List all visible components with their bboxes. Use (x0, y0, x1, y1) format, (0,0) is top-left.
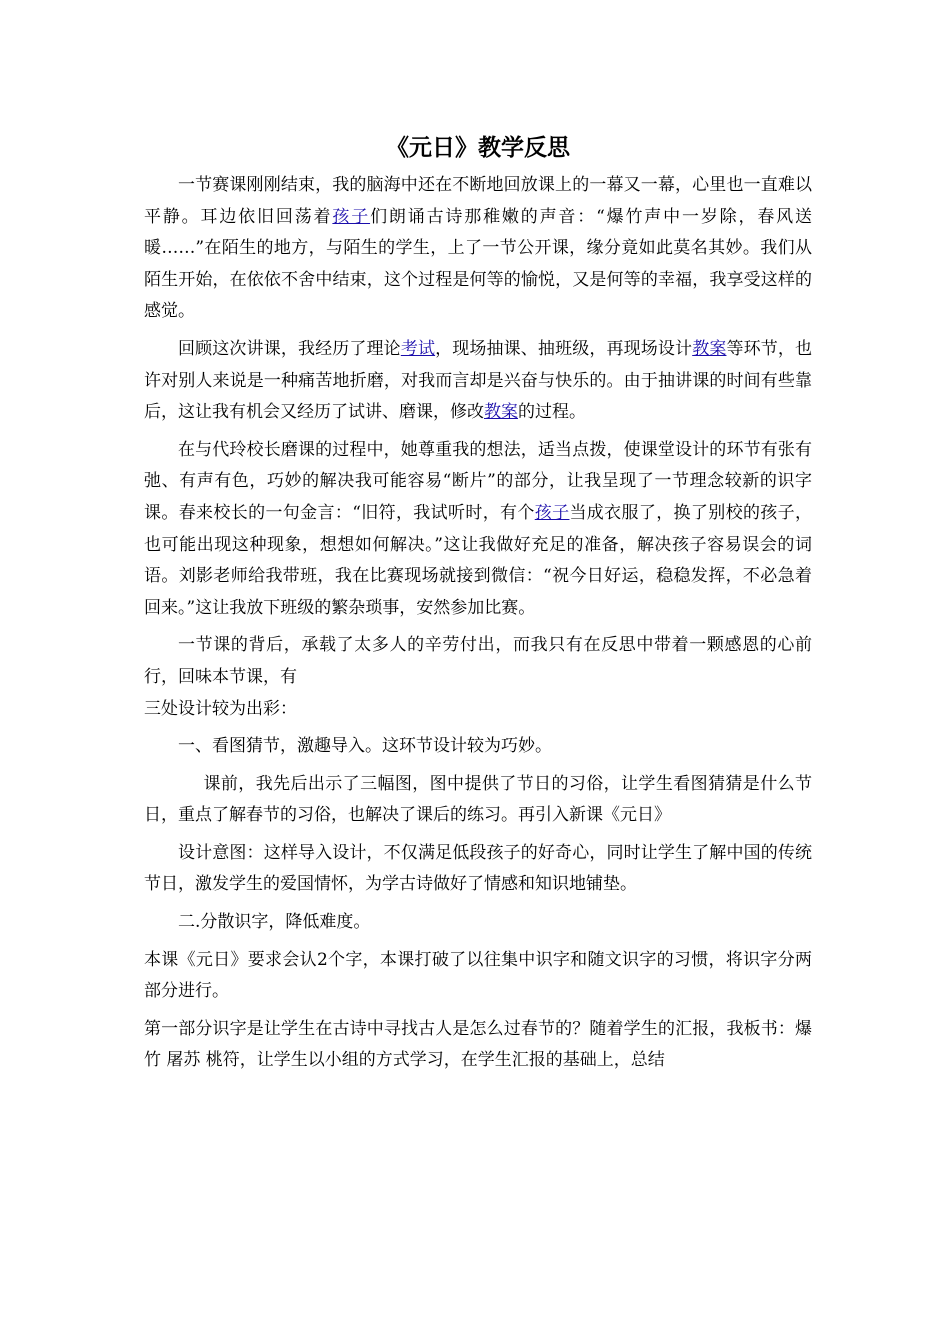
paragraph-2 (144, 334, 812, 429)
page-title: 《元日》教学反思 (386, 135, 570, 161)
paragraph-text: 在与代玲校长磨课的过程中，她尊重我的想法，适当点拨，使课堂设计的环节有张有弛、有声有色，巧妙的解决我可能容易“断片”的部分，让我呈现了一节理念较新的识字课。春来校长的一句金言：“旧符，我试听时，有个 (144, 439, 812, 523)
paragraph-1 (144, 170, 812, 328)
paragraph-7: 课前，我先后出示了三幅图，图中提供了节日的习俗，让学生看图猜猜是什么节日，重点了解春节的习俗，也解决了课后的练习。再引入新课《元日》 (144, 773, 812, 826)
link-child[interactable]: 孩子 (534, 502, 570, 523)
paragraph-text: 等环节，也许对别人来说是一种痛苦地折磨，对我而言却是兴奋与快乐的。由于抽讲课的时间有些靠后，这让我有机会又经历了试讲、磨课，修改 (144, 338, 813, 423)
link-lesson-plan[interactable]: 教案 (484, 402, 518, 423)
link-lesson-plan[interactable]: 教案 (692, 338, 727, 359)
paragraph-text: 当成衣服了，换了别校的孩子，也可能出现这种现象，想想如何解决。”这让我做好充足的准备，解决孩子容易误会的词语。刘影老师给我带班，我在比赛现场就接到微信：“祝今日好运，稳稳发挥，不必急着回来。”这让我放下班级的繁杂琐事，安然参加比赛。 (144, 502, 813, 618)
paragraph-5: 三处设计较为出彩： (144, 698, 297, 719)
paragraph-8: 设计意图：这样导入设计，不仅满足低段孩子的好奇心，同时让学生了解中国的传统节日，激发学生的爱国情怀，为学古诗做好了情感和知识地铺垫。 (144, 842, 812, 895)
paragraph-text: 们朗诵古诗那稚嫩的声音：“爆竹声中一岁除，春风送暖……”在陌生的地方，与陌生的学生，上了一节公开课，缘分竟如此莫名其妙。我们从陌生开始，在依依不舍中结束，这个过程是何等的愉悦，又是何等的幸福，我享受这样的感觉。 (144, 206, 813, 322)
paragraph-text: ，现场抽课、抽班级，再现场设计 (435, 338, 693, 359)
paragraph-3 (144, 435, 812, 625)
section-heading-2: 二.分散识字，降低难度。 (178, 912, 371, 933)
paragraph-text: 回顾这次讲课，我经历了理论 (178, 338, 401, 359)
document-page (144, 128, 812, 1083)
section-heading-1: 一、看图猜节，激趣导入。这环节设计较为巧妙。 (178, 736, 552, 757)
paragraph-10: 本课《元日》要求会认2个字，本课打破了以往集中识字和随文识字的习惯，将识字分两部分进行。 (144, 949, 812, 1002)
paragraph-11: 第一部分识字是让学生在古诗中寻找古人是怎么过春节的？随着学生的汇报，我板书：爆竹 屠苏 桃符，让学生以小组的方式学习，在学生汇报的基础上，总结 (144, 1018, 812, 1071)
link-exam[interactable]: 考试 (400, 338, 436, 359)
paragraph-4: 一节课的背后，承载了太多人的辛劳付出，而我只有在反思中带着一颗感恩的心前行，回味本节课，有 (144, 635, 812, 687)
paragraph-text: 的过程。 (518, 402, 586, 423)
paragraph-text: 一节赛课刚刚结束，我的脑海中还在不断地回放课上的一幕又一幕，心里也一直难以平静。耳边依旧回荡着 (144, 175, 812, 227)
link-child[interactable]: 孩子 (332, 206, 371, 227)
